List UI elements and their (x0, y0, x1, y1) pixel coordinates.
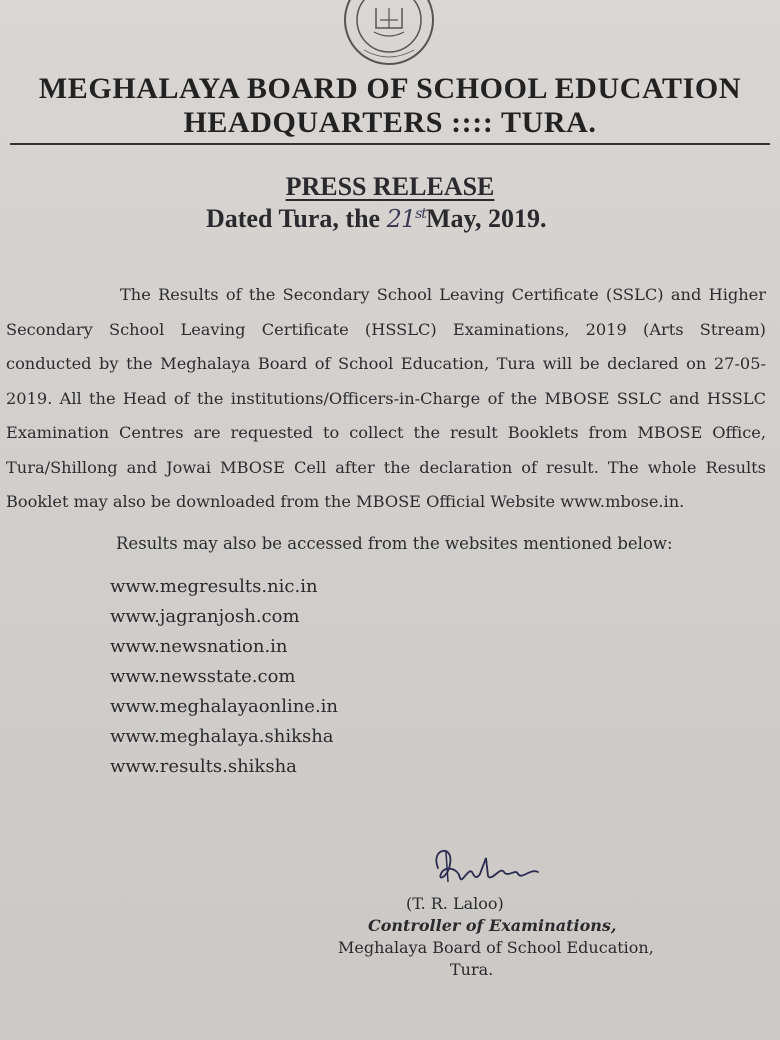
announcement-paragraph: The Results of the Secondary School Leaving Certificate (SSLC) and Higher Secondary School Leaving Certificate (HSSLC) Examinations, 2019 (Arts Stream) conducted by the Meghalaya Board of School Education, Tura will be declared on 27-05-2019. All the Head of the institutions/Officers-in-Charge of the MBOSE SSLC and HSSLC Examination Centres are requested to collect the result Booklets from MBOSE Office, Tura/Shillong and Jowai MBOSE Cell after the declaration of result. The whole Results Booklet may also be downloaded from the MBOSE Official Website www.mbose.in. (6, 285, 766, 512)
signatory-organization: Meghalaya Board of School Education, (338, 938, 654, 957)
headquarters-heading: HEADQUARTERS :::: TURA. (183, 106, 597, 139)
handwritten-day: 21st (386, 205, 426, 233)
signatory-name: (T. R. Laloo) (406, 894, 504, 913)
press-release-title: PRESS RELEASE (285, 172, 495, 201)
website-link[interactable]: www.jagranjosh.com (110, 606, 300, 627)
websites-intro: Results may also be accessed from the websites mentioned below: (116, 534, 673, 553)
website-link[interactable]: www.megresults.nic.in (110, 576, 318, 597)
signatory-title: Controller of Examinations, (368, 916, 617, 935)
website-link[interactable]: www.newsstate.com (110, 666, 296, 687)
board-name-heading: MEGHALAYA BOARD OF SCHOOL EDUCATION (38, 72, 742, 105)
website-link[interactable]: www.meghalayaonline.in (110, 696, 339, 717)
date-suffix: May, 2019. (425, 204, 547, 233)
header-divider (10, 143, 770, 145)
handwritten-signature (428, 838, 548, 898)
board-seal-logo (334, 0, 444, 72)
date-prefix: Dated Tura, the (206, 204, 387, 233)
signatory-place: Tura. (450, 960, 494, 979)
press-release-date (206, 204, 547, 234)
websites-list (110, 572, 338, 782)
website-link[interactable]: www.results.shiksha (110, 756, 297, 777)
website-link[interactable]: www.newsnation.in (110, 636, 288, 657)
website-link[interactable]: www.meghalaya.shiksha (110, 726, 334, 747)
